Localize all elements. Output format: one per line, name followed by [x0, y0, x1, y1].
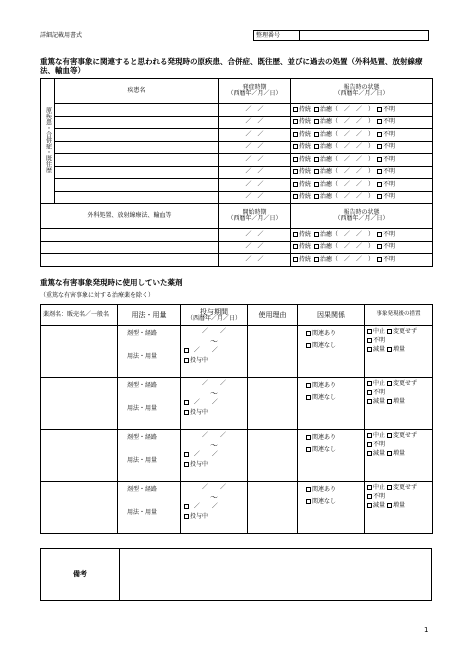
- period-cell: ／ ／ ～ ／ ／ 投与中: [181, 482, 248, 534]
- causality-cell: [298, 430, 365, 482]
- drug-name-field[interactable]: [41, 326, 118, 378]
- action-nochange-option[interactable]: 変更せず: [387, 380, 417, 387]
- procedure-row: [41, 229, 433, 242]
- causal-no-option[interactable]: 関連なし: [298, 441, 364, 453]
- remarks-box: [40, 548, 432, 601]
- start-field[interactable]: ／ ／: [219, 254, 291, 267]
- continue-option[interactable]: 持続: [293, 106, 311, 113]
- remarks-field[interactable]: [121, 550, 429, 599]
- unknown-option[interactable]: 不明: [377, 118, 395, 125]
- start-header: 開始時期 （西暦年／月／日）: [219, 204, 291, 229]
- continue-option[interactable]: 持続: [293, 193, 311, 200]
- causal-no-option[interactable]: 関連なし: [298, 389, 364, 401]
- dose-cell[interactable]: 剤型・経路 用法・用量: [118, 378, 181, 430]
- causal-no-option[interactable]: 関連なし: [298, 337, 364, 349]
- cure-option[interactable]: 治癒（ ／ ／ ）: [314, 256, 374, 263]
- procedure-row: [41, 241, 433, 254]
- reason-field[interactable]: [248, 482, 298, 534]
- drug-name-field[interactable]: [41, 430, 118, 482]
- causality-cell: [298, 326, 365, 378]
- cure-option[interactable]: 治癒（ ／ ／ ）: [314, 193, 374, 200]
- action-unknown-option[interactable]: 不明: [365, 439, 432, 448]
- action-nochange-option[interactable]: 変更せず: [387, 328, 417, 335]
- drug-row: [41, 326, 433, 378]
- period-cell: ／ ／ ～ ／ ／ 投与中: [181, 430, 248, 482]
- action-stop-option[interactable]: 中止: [367, 432, 385, 439]
- page-number: 1: [424, 626, 429, 634]
- disease-name-field[interactable]: [55, 116, 219, 129]
- action-stop-option[interactable]: 中止: [367, 328, 385, 335]
- onset-field[interactable]: ／ ／: [219, 179, 291, 192]
- history-row: [41, 104, 433, 117]
- status-options: [291, 229, 433, 242]
- ongoing-option[interactable]: 投与中: [181, 406, 247, 416]
- ref-number-box: [253, 30, 429, 41]
- onset-field[interactable]: ／ ／: [219, 154, 291, 167]
- dose-cell[interactable]: 剤型・経路 用法・用量: [118, 430, 181, 482]
- cure-option[interactable]: 治癒（ ／ ／ ）: [314, 168, 374, 175]
- status-options: [291, 104, 433, 117]
- period-header: 投与期間 （西暦年／月／日）: [181, 305, 248, 326]
- section2-title: 重篤な有害事象発現時に使用していた薬剤: [40, 278, 183, 287]
- unknown-option[interactable]: 不明: [377, 168, 395, 175]
- ongoing-option[interactable]: 投与中: [181, 510, 247, 520]
- disease-name-field[interactable]: [55, 129, 219, 142]
- status-options: [291, 141, 433, 154]
- procedure-row: [41, 254, 433, 267]
- causal-no-option[interactable]: 関連なし: [298, 493, 364, 505]
- start-field[interactable]: ／ ／: [219, 229, 291, 242]
- status-options: [291, 116, 433, 129]
- form-label: 詳細記載用書式: [40, 32, 83, 39]
- history-row: [41, 191, 433, 204]
- start-field[interactable]: ／ ／: [219, 241, 291, 254]
- action-reduce-option[interactable]: 減量: [367, 450, 385, 457]
- procedure-name-field[interactable]: [41, 229, 219, 242]
- action-reduce-option[interactable]: 減量: [367, 502, 385, 509]
- reason-field[interactable]: [248, 378, 298, 430]
- history-row: [41, 154, 433, 167]
- onset-field[interactable]: ／ ／: [219, 191, 291, 204]
- status-options: [291, 191, 433, 204]
- disease-name-field[interactable]: [55, 154, 219, 167]
- history-row: [41, 129, 433, 142]
- history-row: [41, 179, 433, 192]
- cure-option[interactable]: 治癒（ ／ ／ ）: [314, 181, 374, 188]
- disease-name-header: 疾患名: [55, 79, 219, 104]
- history-side-label: 原疾患・合併症・既往歴: [44, 107, 52, 173]
- procedure-name-field[interactable]: [41, 241, 219, 254]
- period-cell: ／ ／ ～ ／ ／ 投与中: [181, 378, 248, 430]
- disease-name-field[interactable]: [55, 166, 219, 179]
- unknown-option[interactable]: 不明: [377, 143, 395, 150]
- unknown-option[interactable]: 不明: [377, 131, 395, 138]
- causality-cell: [298, 482, 365, 534]
- cure-option[interactable]: 治癒（ ／ ／ ）: [314, 156, 374, 163]
- section2-subtitle: （重篤な有害事象に対する治療薬を除く）: [40, 292, 155, 299]
- cure-option[interactable]: 治癒（ ／ ／ ）: [314, 131, 374, 138]
- status-options: [291, 179, 433, 192]
- action-cell: [365, 482, 433, 534]
- period-end-checkbox[interactable]: [184, 348, 189, 353]
- action-cell: [365, 326, 433, 378]
- action-increase-option[interactable]: 増量: [387, 502, 405, 509]
- period-end-checkbox[interactable]: [184, 452, 189, 457]
- dose-cell[interactable]: 剤型・経路 用法・用量: [118, 326, 181, 378]
- action-increase-option[interactable]: 増量: [387, 398, 405, 405]
- continue-option[interactable]: 持続: [293, 243, 311, 250]
- drug-row: [41, 482, 433, 534]
- status-options: [291, 166, 433, 179]
- history-row: [41, 116, 433, 129]
- causality-cell: [298, 378, 365, 430]
- action-unknown-option[interactable]: 不明: [365, 387, 432, 396]
- disease-name-field[interactable]: [55, 141, 219, 154]
- section1-title: 重篤な有害事象に関連すると思われる発現時の原疾患、合併症、既往歴、並びに過去の処置（外科処置、放射線療法、輸血等）: [40, 57, 423, 75]
- cure-option[interactable]: 治癒（ ／ ／ ）: [314, 243, 374, 250]
- causal-yes-option[interactable]: 関連あり: [298, 378, 364, 389]
- status-options: [291, 129, 433, 142]
- cure-option[interactable]: 治癒（ ／ ／ ）: [314, 231, 374, 238]
- continue-option[interactable]: 持続: [293, 131, 311, 138]
- ongoing-option[interactable]: 投与中: [181, 354, 247, 364]
- disease-name-field[interactable]: [55, 191, 219, 204]
- action-nochange-option[interactable]: 変更せず: [387, 432, 417, 439]
- history-side-label-cell: [41, 79, 55, 204]
- disease-name-field[interactable]: [55, 104, 219, 117]
- status-options: [291, 154, 433, 167]
- action-increase-option[interactable]: 増量: [387, 450, 405, 457]
- period-end-checkbox[interactable]: [184, 504, 189, 509]
- cure-option[interactable]: 治癒（ ／ ／ ）: [314, 143, 374, 150]
- remarks-label: 備考: [73, 570, 87, 578]
- causality-header: 因果関係: [298, 305, 365, 326]
- history-row: [41, 166, 433, 179]
- procedure-header: 外科処置、放射線療法、輸血等: [41, 204, 219, 229]
- status-options: [291, 241, 433, 254]
- causal-yes-option[interactable]: 関連あり: [298, 326, 364, 337]
- action-nochange-option[interactable]: 変更せず: [387, 484, 417, 491]
- continue-option[interactable]: 持続: [293, 156, 311, 163]
- unknown-option[interactable]: 不明: [377, 181, 395, 188]
- procedure-name-field[interactable]: [41, 254, 219, 267]
- disease-name-field[interactable]: [55, 179, 219, 192]
- unknown-option[interactable]: 不明: [377, 243, 395, 250]
- unknown-option[interactable]: 不明: [377, 231, 395, 238]
- action-unknown-option[interactable]: 不明: [365, 335, 432, 344]
- unknown-option[interactable]: 不明: [377, 193, 395, 200]
- ref-number-label: 整理番号: [256, 32, 281, 39]
- action-stop-option[interactable]: 中止: [367, 380, 385, 387]
- status-header: 報告時の状態 （西暦年／月／日）: [291, 79, 433, 104]
- continue-option[interactable]: 持続: [293, 181, 311, 188]
- unknown-option[interactable]: 不明: [377, 256, 395, 263]
- action-increase-option[interactable]: 増量: [387, 346, 405, 353]
- drug-row: [41, 430, 433, 482]
- unknown-option[interactable]: 不明: [377, 156, 395, 163]
- action-cell: [365, 378, 433, 430]
- status-options: [291, 254, 433, 267]
- continue-option[interactable]: 持続: [293, 168, 311, 175]
- continue-option[interactable]: 持続: [293, 143, 311, 150]
- onset-field[interactable]: ／ ／: [219, 104, 291, 117]
- action-stop-option[interactable]: 中止: [367, 484, 385, 491]
- proc-status-header: 報告時の状態 （西暦年／月／日）: [291, 204, 433, 229]
- drug-name-header: 薬剤名：販売名／一般名: [41, 305, 118, 326]
- history-table: [40, 78, 433, 267]
- causal-yes-option[interactable]: 関連あり: [298, 430, 364, 441]
- causal-yes-option[interactable]: 関連あり: [298, 482, 364, 493]
- cure-option[interactable]: 治癒（ ／ ／ ）: [314, 118, 374, 125]
- onset-header: 発症時期 （西暦年／月／日）: [219, 79, 291, 104]
- continue-option[interactable]: 持続: [293, 256, 311, 263]
- action-reduce-option[interactable]: 減量: [367, 346, 385, 353]
- reason-field[interactable]: [248, 430, 298, 482]
- reason-header: 使用理由: [248, 305, 298, 326]
- period-end-checkbox[interactable]: [184, 400, 189, 405]
- onset-field[interactable]: ／ ／: [219, 166, 291, 179]
- action-unknown-option[interactable]: 不明: [365, 491, 432, 500]
- action-cell: [365, 430, 433, 482]
- period-cell: ／ ／ ～ ／ ／ 投与中: [181, 326, 248, 378]
- continue-option[interactable]: 持続: [293, 231, 311, 238]
- reason-field[interactable]: [248, 326, 298, 378]
- ongoing-option[interactable]: 投与中: [181, 458, 247, 468]
- drug-row: [41, 378, 433, 430]
- dose-header: 用法・用量: [118, 305, 181, 326]
- unknown-option[interactable]: 不明: [377, 106, 395, 113]
- continue-option[interactable]: 持続: [293, 118, 311, 125]
- onset-field[interactable]: ／ ／: [219, 129, 291, 142]
- drug-name-field[interactable]: [41, 378, 118, 430]
- medication-table: [40, 304, 433, 534]
- cure-option[interactable]: 治癒（ ／ ／ ）: [314, 106, 374, 113]
- history-row: [41, 141, 433, 154]
- onset-field[interactable]: ／ ／: [219, 116, 291, 129]
- drug-name-field[interactable]: [41, 482, 118, 534]
- dose-cell[interactable]: 剤型・経路 用法・用量: [118, 482, 181, 534]
- action-header: 事象発現後の措置: [365, 305, 433, 326]
- action-reduce-option[interactable]: 減量: [367, 398, 385, 405]
- onset-field[interactable]: ／ ／: [219, 141, 291, 154]
